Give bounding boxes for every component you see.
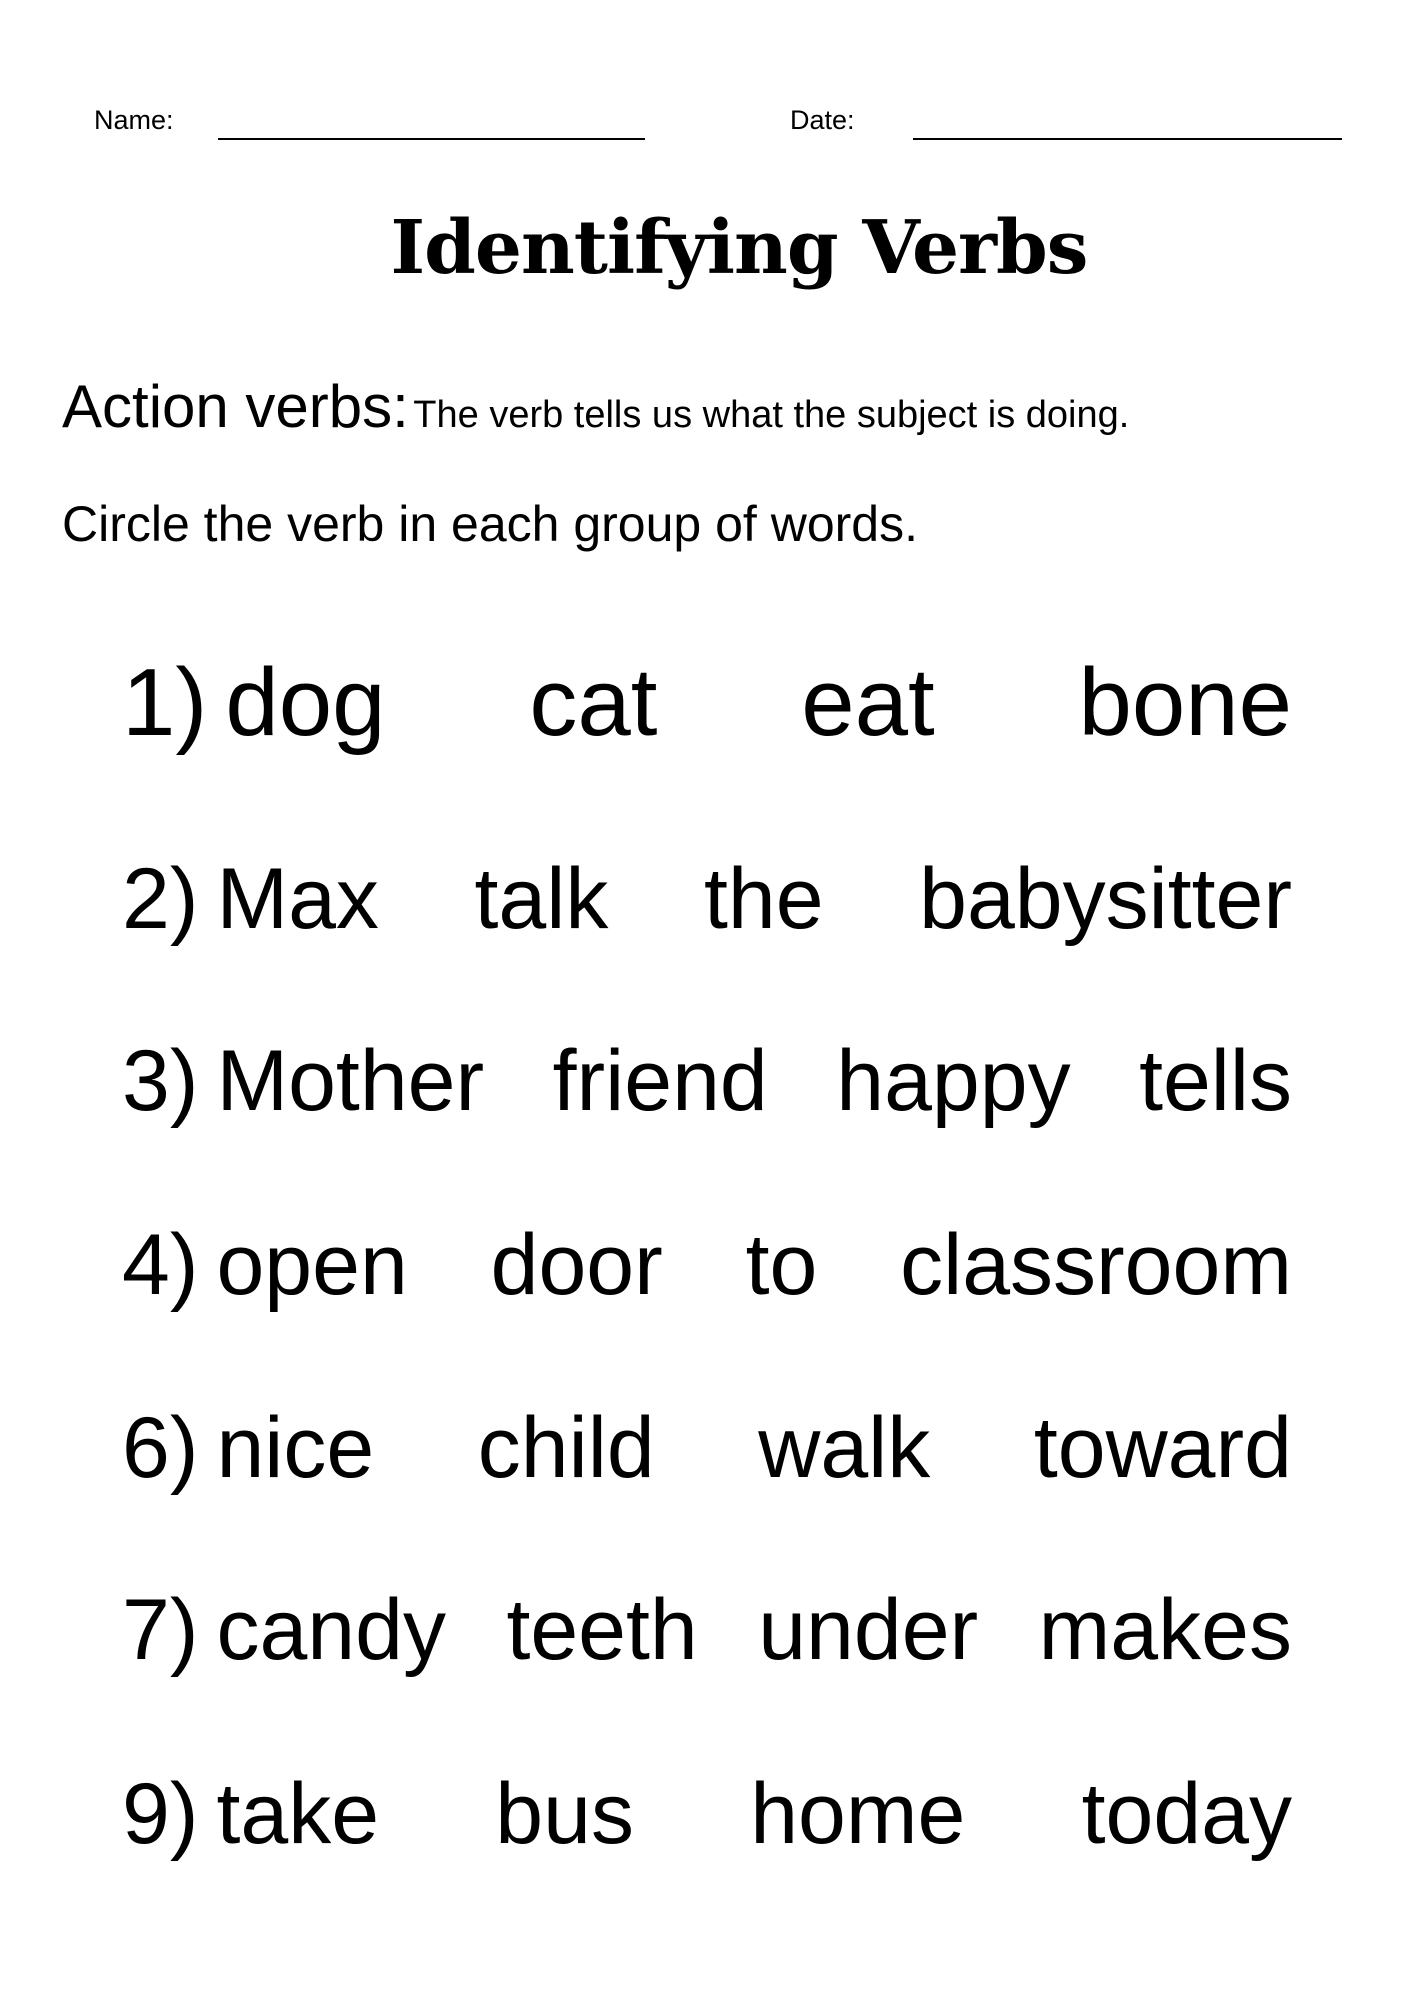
word-cell	[475, 850, 609, 949]
definition-term: Action verbs:	[62, 373, 409, 440]
definition	[62, 372, 1129, 441]
word-cell	[900, 1216, 1292, 1315]
word-cell	[750, 1765, 965, 1864]
word-choice[interactable]: the	[703, 851, 824, 947]
date-input-line[interactable]	[913, 138, 1342, 140]
word-choice[interactable]: dog	[225, 649, 386, 756]
word-cell	[506, 1581, 697, 1680]
word-choice[interactable]: classroom	[900, 1217, 1292, 1313]
definition-text: The verb tells us what the subject is doing.	[413, 394, 1130, 436]
word-choice[interactable]: babysitter	[919, 851, 1292, 947]
word-cell	[1078, 648, 1292, 758]
word-choice[interactable]: friend	[552, 1033, 768, 1129]
item-number: 6)	[122, 1400, 199, 1496]
word-choice[interactable]: to	[745, 1217, 818, 1313]
word-choice[interactable]: makes	[1038, 1582, 1292, 1678]
word-cell	[758, 1581, 978, 1680]
word-cell	[553, 1032, 768, 1131]
word-cell	[122, 1032, 484, 1131]
word-choice[interactable]: eat	[801, 649, 935, 756]
exercise-row	[122, 648, 1292, 758]
exercise-row	[122, 1765, 1292, 1864]
word-cell	[1082, 1765, 1292, 1864]
word-cell	[1039, 1581, 1292, 1680]
word-choice[interactable]: under	[758, 1582, 979, 1678]
word-choice[interactable]: cat	[529, 649, 658, 756]
page-title: Identifying Verbs	[390, 205, 1088, 291]
word-cell	[801, 648, 934, 758]
word-choice[interactable]: talk	[474, 851, 609, 947]
date-label: Date:	[790, 105, 855, 135]
name-input-line[interactable]	[218, 138, 645, 140]
word-choice[interactable]: open	[216, 1217, 408, 1313]
word-choice[interactable]: bus	[495, 1766, 634, 1862]
word-cell	[1139, 1032, 1292, 1131]
word-cell	[836, 1032, 1070, 1131]
item-number: 1)	[122, 649, 208, 756]
exercise-row	[122, 1399, 1292, 1498]
word-choice[interactable]: toward	[1033, 1400, 1292, 1496]
word-cell	[491, 1216, 663, 1315]
word-choice[interactable]: tells	[1139, 1033, 1292, 1129]
name-label: Name:	[94, 105, 174, 135]
word-cell	[758, 1399, 930, 1498]
exercise-row	[122, 1032, 1292, 1131]
word-cell	[919, 850, 1292, 949]
item-number: 3)	[122, 1033, 199, 1129]
word-choice[interactable]: home	[750, 1766, 966, 1862]
word-cell	[704, 850, 824, 949]
word-choice[interactable]: child	[477, 1400, 655, 1496]
word-choice[interactable]: take	[216, 1766, 380, 1862]
exercise-row	[122, 1581, 1292, 1680]
word-cell	[478, 1399, 655, 1498]
item-number: 4)	[122, 1217, 199, 1313]
word-cell	[122, 1216, 408, 1315]
exercise-row	[122, 1216, 1292, 1315]
item-number: 7)	[122, 1582, 199, 1678]
word-cell	[122, 1765, 379, 1864]
word-cell	[1034, 1399, 1292, 1498]
word-choice[interactable]: today	[1081, 1766, 1292, 1862]
word-cell	[122, 1581, 446, 1680]
word-choice[interactable]: Max	[216, 851, 379, 947]
exercise-row	[122, 850, 1292, 949]
word-cell	[122, 850, 379, 949]
word-choice[interactable]: nice	[216, 1400, 375, 1496]
word-choice[interactable]: happy	[836, 1033, 1071, 1129]
word-choice[interactable]: door	[490, 1217, 663, 1313]
word-choice[interactable]: teeth	[506, 1582, 698, 1678]
item-number: 2)	[122, 851, 199, 947]
word-choice[interactable]: candy	[216, 1582, 446, 1678]
word-cell	[529, 648, 657, 758]
word-cell	[122, 1399, 374, 1498]
instruction: Circle the verb in each group of words.	[62, 496, 918, 552]
word-cell	[495, 1765, 634, 1864]
word-cell	[746, 1216, 818, 1315]
word-choice[interactable]: Mother	[216, 1033, 485, 1129]
word-choice[interactable]: bone	[1078, 649, 1292, 756]
word-cell	[122, 648, 386, 758]
item-number: 9)	[122, 1766, 199, 1862]
word-choice[interactable]: walk	[758, 1400, 931, 1496]
